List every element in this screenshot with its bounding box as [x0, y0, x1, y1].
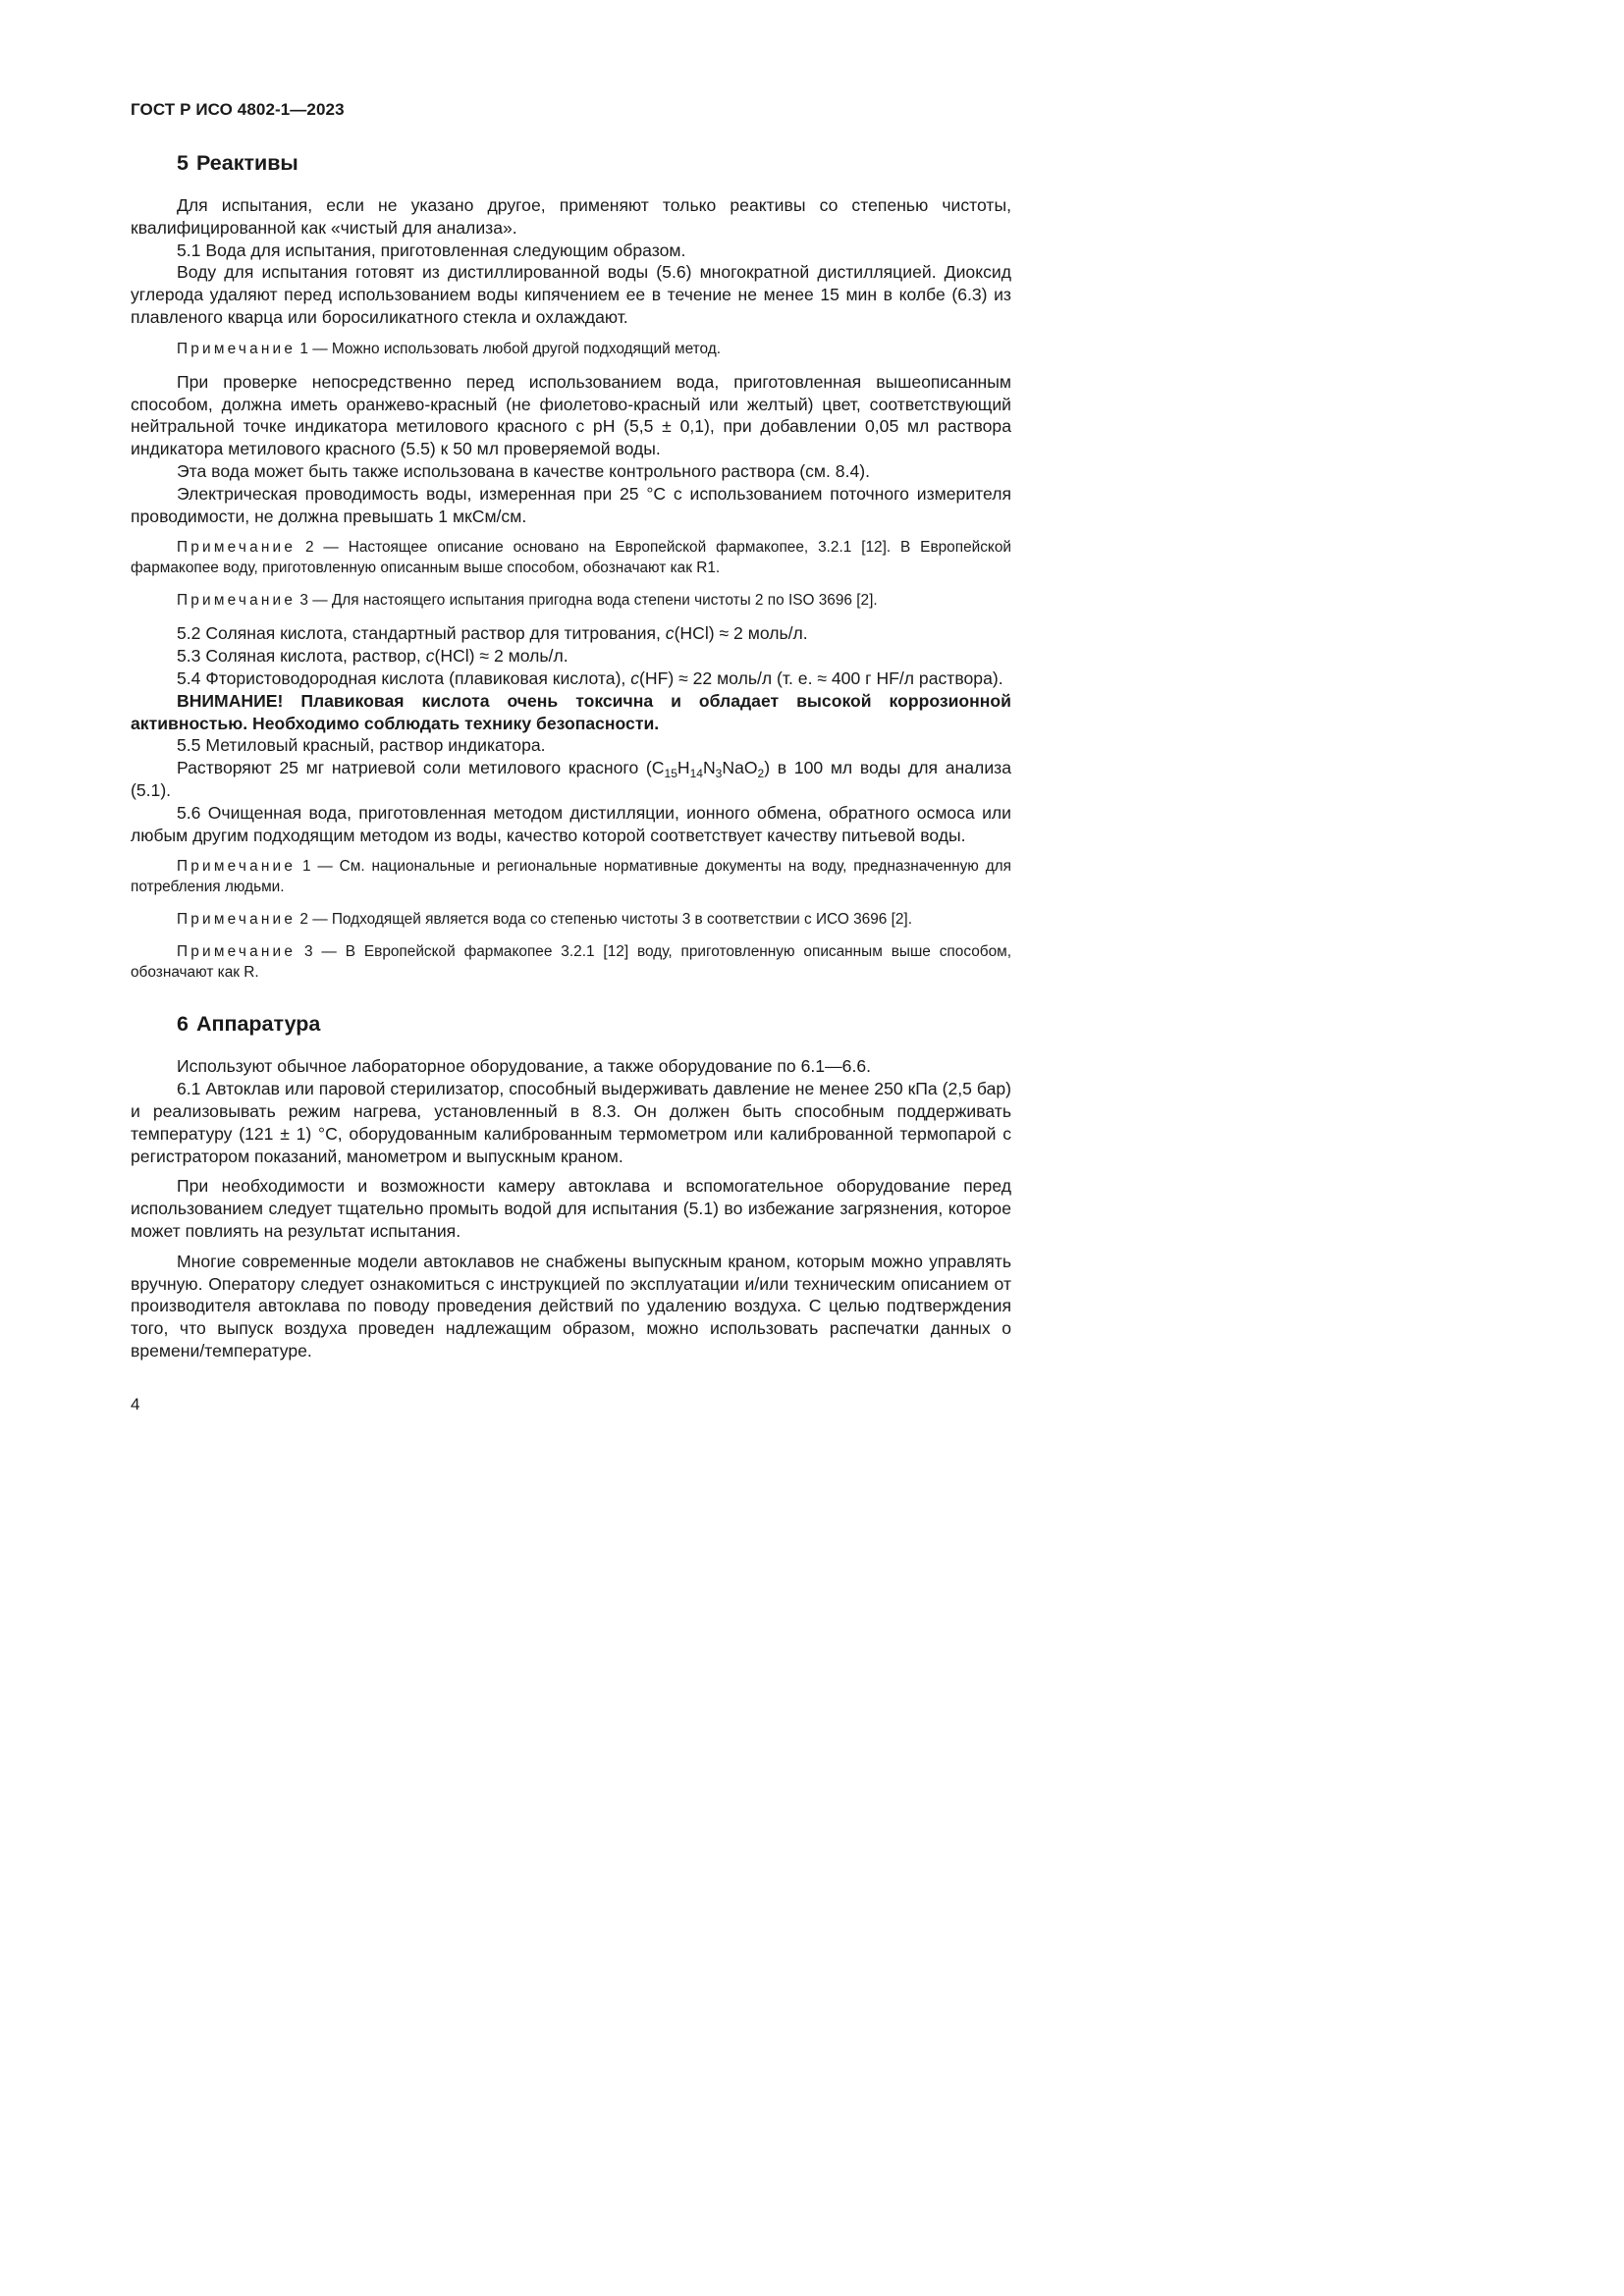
clause-text: Растворяют 25 мг натриевой соли метилового красного ( [177, 758, 652, 778]
section-number: 5 [177, 151, 189, 175]
document-page [0, 0, 1082, 1530]
note-label: Примечание [177, 592, 297, 610]
note-label: Примечание [177, 943, 297, 961]
note-text: 2 — Настоящее описание основано на Европейской фармакопее, 3.2.1 [12]. В Европейской фармакопее воду, приготовленную описанным выше способом, обозначают как R1. [131, 539, 1011, 577]
clause-text: (HCl) ≈ 2 моль/л. [434, 646, 568, 667]
section-number: 6 [177, 1012, 189, 1037]
concentration-symbol: c [425, 646, 435, 667]
note [131, 339, 1011, 359]
note-text: 1 — Можно использовать любой другой подходящий метод. [296, 340, 721, 357]
page-number: 4 [131, 1395, 140, 1414]
section-title: Аппаратура [195, 1012, 321, 1037]
paragraph-apparatus-intro: Используют обычное лабораторное оборудование, а также оборудование по 6.1—6.6. [177, 1056, 872, 1077]
paragraph-indicator-preparation [131, 757, 1011, 802]
note-text: 1 — См. национальные и региональные нормативные документы на воду, предназначенную для потребления людьми. [131, 858, 1011, 896]
safety-warning: ВНИМАНИЕ! Плавиковая кислота очень токсична и обладает высокой коррозионной активностью. Необходимо соблюдать технику безопасности. [131, 690, 1011, 733]
clause-text: (HF) ≈ 22 моль/л (т. е. ≈ 400 г HF/л раствора). [639, 667, 1003, 688]
note [131, 909, 1011, 930]
formula-part: C [651, 758, 665, 778]
clause-5-4 [131, 667, 1011, 690]
page-content [131, 149, 1011, 1362]
clause-text: ) в 100 мл воды для анализа (5.1). [131, 758, 1011, 800]
note [131, 941, 1011, 983]
chemical-formula [651, 758, 765, 781]
section-title: Реактивы [195, 151, 298, 175]
paragraph-autoclave-models: Многие современные модели автоклавов не снабжены выпускным краном, которым можно управлять вручную. Оператору следует ознакомиться с инструкцией по эксплуатации и/или техническим описанием от производителя автоклава по поводу проведения действий по удалению воздуха. С целью подтверждения того, что выпуск воздуха проведен надлежащим образом, можно использовать распечатки данных о времени/температуре. [131, 1251, 1011, 1361]
clause-text: 5.2 Соляная кислота, стандартный раствор для титрования, [177, 623, 666, 644]
clause-5-1: 5.1 Вода для испытания, приготовленная следующим образом. [177, 240, 686, 260]
clause-5-3 [131, 645, 1011, 667]
concentration-symbol: c [630, 667, 640, 688]
note-text: 2 — Подходящей является вода со степенью чистоты 3 в соответствии с ИСО 3696 [2]. [296, 911, 912, 929]
section-5-heading [131, 149, 1011, 177]
formula-subscript: 3 [715, 767, 723, 781]
formula-subscript: 15 [664, 767, 677, 781]
document-code-header: ГОСТ Р ИСО 4802-1—2023 [131, 100, 345, 119]
clause-text: 5.4 Фтористоводородная кислота (плавиковая кислота), [177, 667, 631, 688]
clause-5-5: 5.5 Метиловый красный, раствор индикатора. [177, 735, 546, 756]
note-label: Примечание [177, 911, 297, 929]
note [131, 537, 1011, 578]
concentration-symbol: c [665, 623, 675, 644]
note [131, 856, 1011, 897]
paragraph-water-check: При проверке непосредственно перед использованием вода, приготовленная вышеописанным способом, должна иметь оранжево-красный (не фиолетово-красный или желтый) цвет, соответствующий нейтральной точке индикатора метилового красного с pH (5,5 ± 0,1), при добавлении 0,05 мл раствора индикатора метилового красного (5.5) к 50 мл проверяемой воды. [131, 371, 1011, 459]
formula-part: N [702, 758, 716, 778]
paragraph-conductivity: Электрическая проводимость воды, измеренная при 25 °C с использованием поточного измерителя проводимости, не должна превышать 1 мкСм/см. [131, 483, 1011, 526]
paragraph-water-preparation: Воду для испытания готовят из дистиллированной воды (5.6) многократной дистилляцией. Диоксид углерода удаляют перед использованием воды кипячением ее в течение не менее 15 мин в колбе (6.3) из плавленого кварца или боросиликатного стекла и охлаждают. [131, 262, 1011, 327]
clause-text: (HCl) ≈ 2 моль/л. [674, 623, 808, 644]
section-6-heading [131, 1010, 1011, 1038]
paragraph-control-solution: Эта вода может быть также использована в качестве контрольного раствора (см. 8.4). [177, 460, 871, 481]
note-label: Примечание [177, 539, 297, 557]
note-text: 3 — Для настоящего испытания пригодна вода степени чистоты 2 по ISO 3696 [2]. [296, 592, 878, 610]
note [131, 590, 1011, 611]
clause-6-1: 6.1 Автоклав или паровой стерилизатор, способный выдерживать давление не менее 250 кПа (2,5 бар) и реализовывать режим нагрева, установленный в 8.3. Он должен быть способным поддерживать температуру (121 ± 1) °C, оборудованным калиброванным термометром или калиброванной термопарой с регистратором показаний, манометром и выпускным краном. [131, 1079, 1011, 1166]
paragraph-reagents-intro: Для испытания, если не указано другое, применяют только реактивы со степенью чистоты, квалифицированной как «чистый для анализа». [131, 195, 1011, 238]
paragraph-autoclave-rinse: При необходимости и возможности камеру автоклава и вспомогательное оборудование перед использованием следует тщательно промыть водой для испытания (5.1) во избежание загрязнения, которое может повлиять на результат испытания. [131, 1176, 1011, 1241]
note-text: 3 — В Европейской фармакопее 3.2.1 [12] воду, приготовленную описанным выше способом, обозначают как R. [131, 943, 1011, 982]
formula-subscript: 14 [689, 767, 703, 781]
clause-5-6: 5.6 Очищенная вода, приготовленная методом дистилляции, ионного обмена, обратного осмоса или любым другим подходящим методом из воды, качество которой соответствует качеству питьевой воды. [131, 802, 1011, 845]
formula-subscript: 2 [757, 767, 765, 781]
clause-5-2 [131, 622, 1011, 645]
note-label: Примечание [177, 858, 297, 876]
formula-part: H [677, 758, 690, 778]
note-label: Примечание [177, 340, 297, 357]
formula-part: NaO [722, 758, 758, 778]
clause-text: 5.3 Соляная кислота, раствор, [177, 646, 426, 667]
